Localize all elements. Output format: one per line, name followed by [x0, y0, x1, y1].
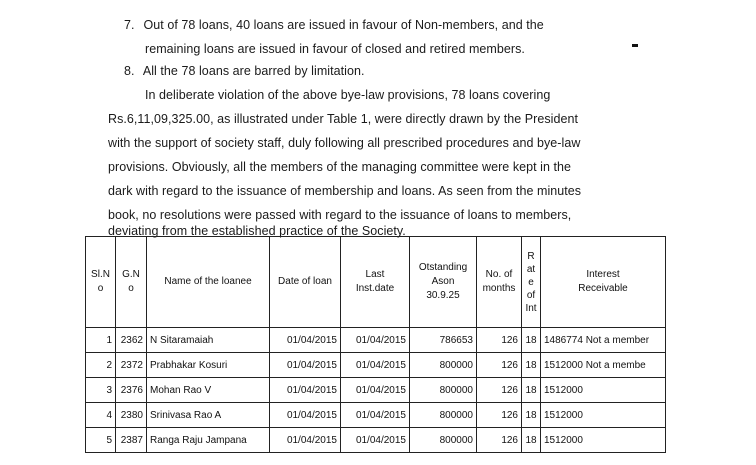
paragraph-line: Rs.6,11,09,325.00, as illustrated under Table 1, were directly drawn by the President [108, 112, 579, 126]
header-sno: Sl.N o [86, 237, 116, 328]
cell-outstanding: 800000 [410, 378, 477, 403]
paragraph-line: dark with regard to the issuance of membership and loans. As seen from the minutes [108, 184, 582, 198]
cell-rate: 18 [522, 403, 541, 428]
cell-rate: 18 [522, 428, 541, 453]
cell-interest: 1486774 Not a member [541, 328, 666, 353]
list-number: 7. [124, 18, 135, 32]
list-number: 8. [124, 64, 135, 78]
cell-date-of-loan: 01/04/2015 [270, 378, 341, 403]
cell-name: Srinivasa Rao A [147, 403, 270, 428]
header-gno: G.N o [116, 237, 147, 328]
list-text: Out of 78 loans, 40 loans are issued in favour of Non-members, and the [143, 18, 544, 32]
cell-gno: 2380 [116, 403, 147, 428]
cell-outstanding: 800000 [410, 353, 477, 378]
cell-months: 126 [477, 403, 522, 428]
cell-last-inst: 01/04/2015 [341, 378, 410, 403]
table-row [86, 378, 666, 403]
cell-name: Prabhakar Kosuri [147, 353, 270, 378]
table-row [86, 328, 666, 353]
cell-date-of-loan: 01/04/2015 [270, 328, 341, 353]
table-header-row [86, 237, 666, 328]
cell-name: N Sitaramaiah [147, 328, 270, 353]
margin-mark [632, 44, 638, 47]
cell-last-inst: 01/04/2015 [341, 328, 410, 353]
cell-date-of-loan: 01/04/2015 [270, 403, 341, 428]
cell-rate: 18 [522, 328, 541, 353]
table-row [86, 353, 666, 378]
cell-outstanding: 800000 [410, 403, 477, 428]
table-row [86, 428, 666, 453]
cell-months: 126 [477, 378, 522, 403]
cell-interest: 1512000 [541, 428, 666, 453]
cell-months: 126 [477, 428, 522, 453]
paragraph-line: book, no resolutions were passed with regard to the issuance of loans to members, [108, 208, 572, 222]
paragraph-line: provisions. Obviously, all the members of the managing committee were kept in the [108, 160, 572, 174]
header-outstanding: Otstanding Ason 30.9.25 [410, 237, 477, 328]
cell-name: Mohan Rao V [147, 378, 270, 403]
paragraph-line: In deliberate violation of the above bye-law provisions, 78 loans covering [145, 88, 551, 102]
header-last-inst: Last Inst.date [341, 237, 410, 328]
header-date-of-loan: Date of loan [270, 237, 341, 328]
cell-interest: 1512000 [541, 403, 666, 428]
cell-name: Ranga Raju Jampana [147, 428, 270, 453]
list-text: All the 78 loans are barred by limitation. [142, 64, 365, 78]
cell-months: 126 [477, 328, 522, 353]
cell-sno: 4 [86, 403, 116, 428]
cell-sno: 3 [86, 378, 116, 403]
cell-outstanding: 786653 [410, 328, 477, 353]
cell-gno: 2376 [116, 378, 147, 403]
list-item-8 [124, 64, 365, 78]
cell-rate: 18 [522, 353, 541, 378]
cell-last-inst: 01/04/2015 [341, 428, 410, 453]
cell-sno: 5 [86, 428, 116, 453]
cell-gno: 2372 [116, 353, 147, 378]
list-item-7 [124, 18, 544, 32]
paragraph-line: deviating from the established practice of the Society. [108, 224, 406, 238]
cell-interest: 1512000 Not a membe [541, 353, 666, 378]
list-item-7-continued: remaining loans are issued in favour of closed and retired members. [145, 42, 525, 56]
header-months: No. of months [477, 237, 522, 328]
cell-date-of-loan: 01/04/2015 [270, 353, 341, 378]
cell-date-of-loan: 01/04/2015 [270, 428, 341, 453]
cell-sno: 1 [86, 328, 116, 353]
cell-rate: 18 [522, 378, 541, 403]
paragraph-line: with the support of society staff, duly following all prescribed procedures and bye-law [108, 136, 581, 150]
table-row [86, 403, 666, 428]
cell-last-inst: 01/04/2015 [341, 353, 410, 378]
header-rate: R at e of Int [522, 237, 541, 328]
cell-sno: 2 [86, 353, 116, 378]
cell-months: 126 [477, 353, 522, 378]
header-name: Name of the loanee [147, 237, 270, 328]
cell-last-inst: 01/04/2015 [341, 403, 410, 428]
cell-interest: 1512000 [541, 378, 666, 403]
cell-gno: 2362 [116, 328, 147, 353]
header-interest: Interest Receivable [541, 237, 666, 328]
loans-table [85, 236, 666, 453]
cell-gno: 2387 [116, 428, 147, 453]
cell-outstanding: 800000 [410, 428, 477, 453]
